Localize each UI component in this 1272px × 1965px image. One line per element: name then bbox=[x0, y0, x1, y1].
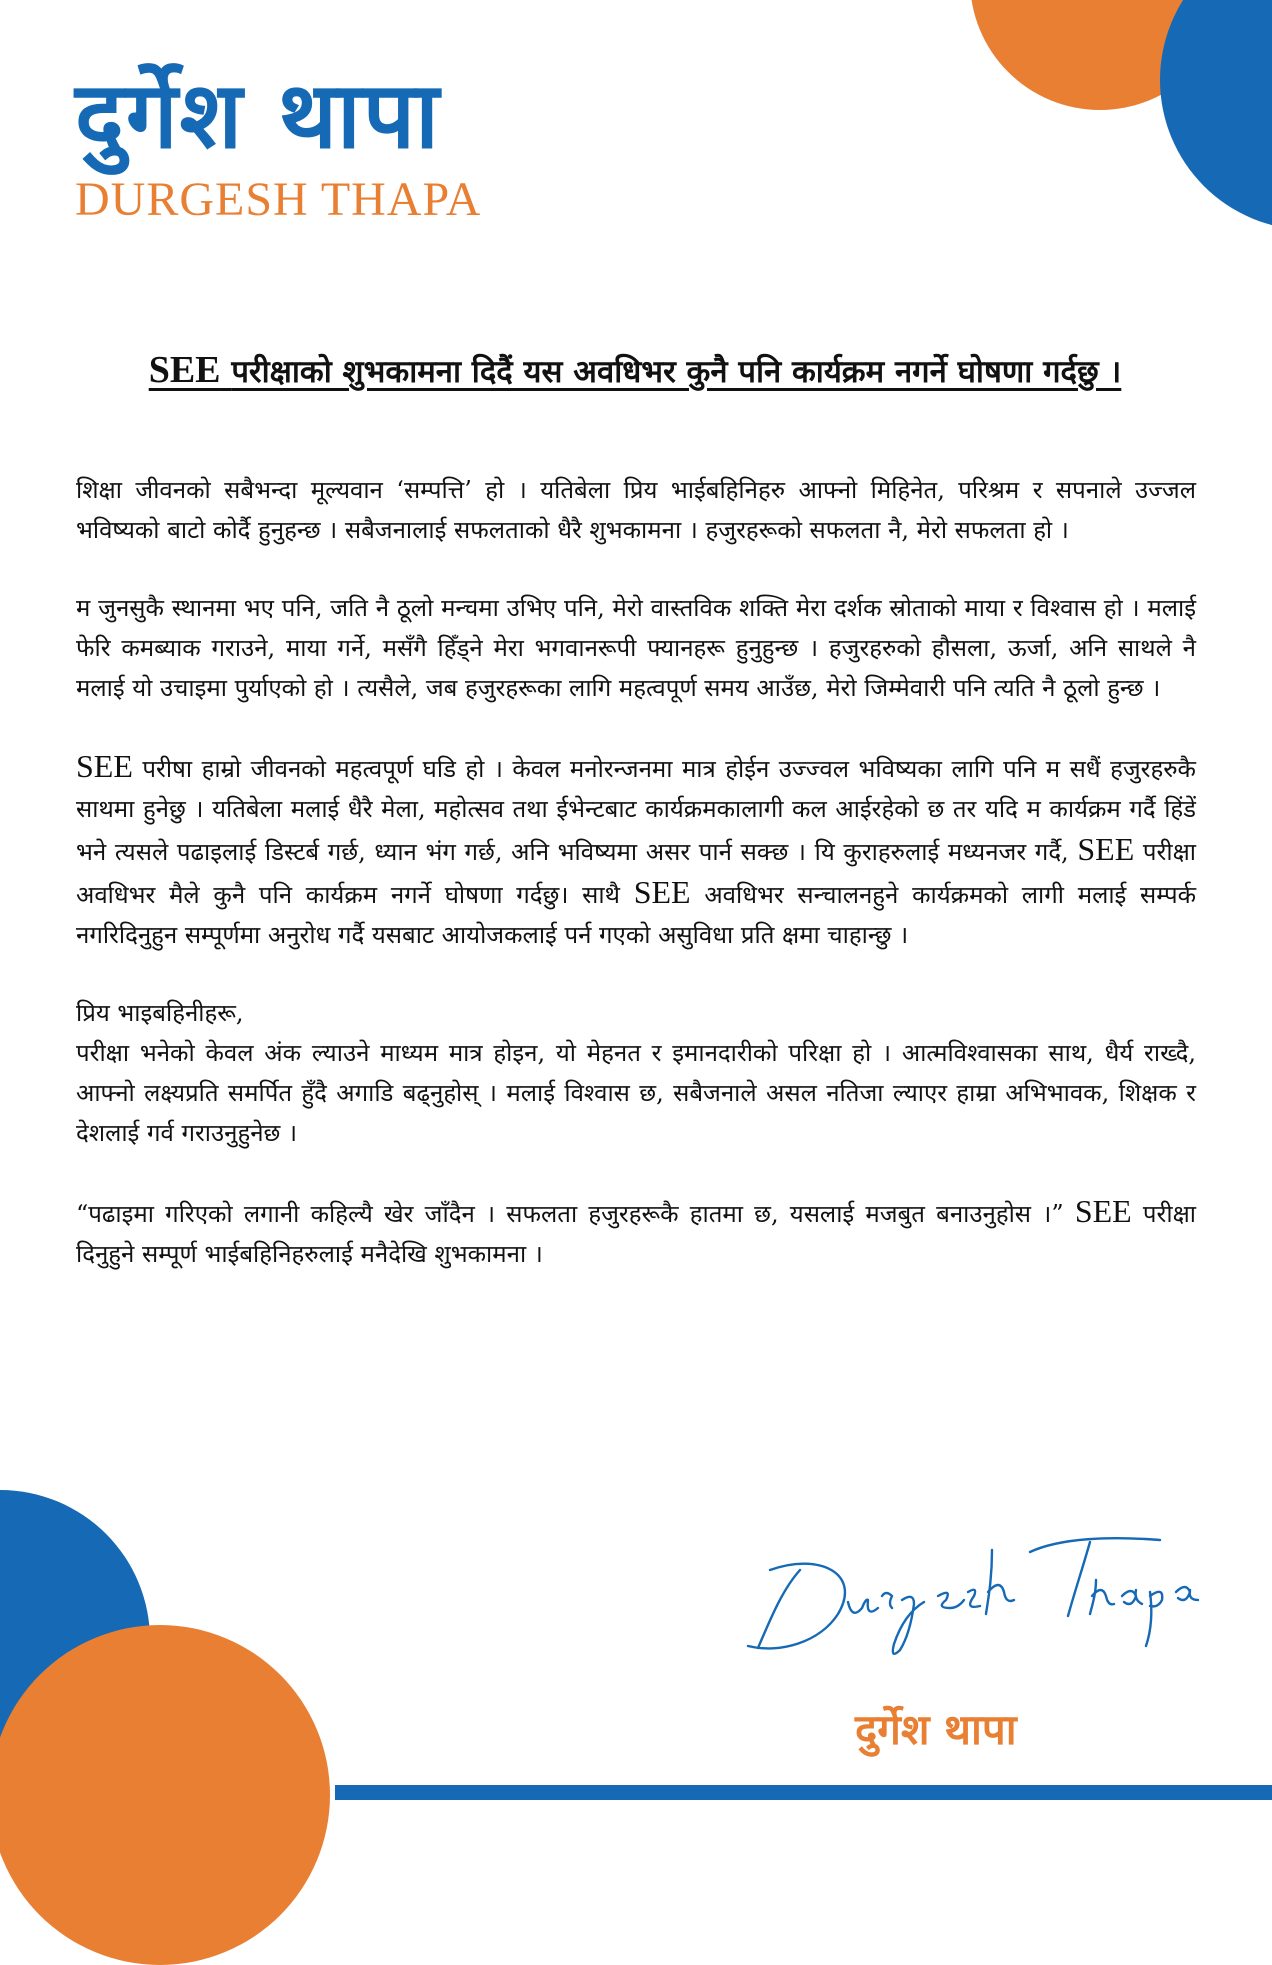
paragraph-1: शिक्षा जीवनको सबैभन्दा मूल्यवान ‘सम्पत्ति’ हो । यतिबेला प्रिय भाईबहिनिहरु आफ्नो मिहिनेत, परिश्रम र सपनाले उज्जल भविष्यको बाटो कोर्दै हुनुहन्छ । सबैजनालाई सफलताको धैरै शुभकामना । हजुरहरूको सफलता नै, मेरो सफलता हो । bbox=[76, 476, 1196, 544]
letter-body bbox=[76, 470, 1196, 1274]
see-word: SEE bbox=[76, 748, 133, 784]
brand-name-nepali: दुर्गेश थापा bbox=[75, 62, 441, 169]
paragraph-5 bbox=[76, 1191, 1196, 1274]
bottom-accent-bar bbox=[335, 1785, 1272, 1800]
paragraph-2: म जुनसुकै स्थानमा भए पनि, जति नै ठूलो मन्चमा उभिए पनि, मेरो वास्तविक शक्ति मेरा दर्शक स्रोताको माया र विश्वास हो । मलाई फेरि कमब्याक गराउने, माया गर्ने, मसँगै हिँड्ने मेरा भगवानरूपी फ्यानहरू हुनुहुन्छ । हजुरहरुको हौसला, ऊर्जा, अनि साथले नै मलाई यो उचाइमा पुर्याएको हो । त्यसैले, जब हजुरहरूका लागि महत्वपूर्ण समय आउँछ, मेरो जिम्मेवारी पनि त्यति नै ठूलो हुन्छ । bbox=[76, 594, 1196, 702]
closing-quote: “पढाइमा गरिएको लगानी कहिल्यै खेर जाँदैन । सफलता हजुरहरूकै हातमा छ, यसलाई मजबुत बनाउनुहोस ।” bbox=[76, 1200, 1064, 1228]
brand-name-english: DURGESH THAPA bbox=[75, 173, 482, 226]
paragraph-4 bbox=[76, 993, 1196, 1153]
title-text: परीक्षाको शुभकामना दिदैं यस अवधिभर कुनै पनि कार्यक्रम नगर्ने घोषणा गर्दछु । bbox=[231, 354, 1122, 390]
see-word: SEE bbox=[1074, 1193, 1132, 1229]
handwritten-signature bbox=[730, 1530, 1210, 1660]
decorative-circle-orange-bottom bbox=[0, 1625, 330, 1965]
decorative-circle-blue-top bbox=[1160, 0, 1272, 230]
brand-header bbox=[75, 62, 482, 226]
paragraph-3-part-3: अवधिभर सन्चालनहुने कार्यक्रमको लागी मलाई सम्पर्क नगरिदिनुहुन सम्पूर्णमा अनुरोध गर्दै यसबाट आयोजकलाई पर्न गएको असुविधा प्रति क्षमा चाहान्छु । bbox=[76, 881, 1197, 949]
page-title bbox=[60, 348, 1210, 392]
paragraph-3-part-2: परीक्षा अवधिभर मैले कुनै पनि कार्यक्रम नगर्ने घोषणा गर्दछु। साथै bbox=[76, 838, 1196, 909]
see-word: SEE bbox=[633, 874, 691, 910]
closing-wishes: परीक्षा दिनुहुने सम्पूर्ण भाईबहिनिहरुलाई मनैदेखि शुभकामना । bbox=[76, 1200, 1196, 1268]
paragraph-3 bbox=[76, 746, 1196, 955]
title-see: SEE bbox=[148, 349, 221, 391]
salutation: प्रिय भाइबहिनीहरू, bbox=[76, 999, 244, 1027]
paragraph-3-part-1: परीषा हाम्रो जीवनको महत्वपूर्ण घडि हो । केवल मनोरन्जनमा मात्र होईन उज्ज्वल भविष्यका लागि पनि म सधैं हजुरहरुकै साथमा हुनेछु । यतिबेला मलाई धैरै मेला, महोत्सव तथा ईभेन्टबाट कार्यक्रमकालागी कल आईरहेको छ तर यदि म कार्यक्रम गर्दै हिंडें भने त्यसले पढाइलाई डिस्टर्ब गर्छ, ध्यान भंग गर्छ, अनि भविष्यमा असर पार्न सक्छ । यि कुराहरुलाई मध्यनजर गर्दै, bbox=[76, 755, 1196, 866]
see-word: SEE bbox=[1077, 831, 1135, 867]
signature-name-nepali: दुर्गेश थापा bbox=[855, 1705, 1017, 1754]
paragraph-4-text: परीक्षा भनेको केवल अंक ल्याउने माध्यम मात्र होइन, यो मेहनत र इमानदारीको परिक्षा हो । आत्मविश्वासका साथ, धैर्य राख्दै, आफ्नो लक्ष्यप्रति समर्पित हुँदै अगाडि बढ्नुहोस् । मलाई विश्वास छ, सबैजनाले असल नतिजा ल्याएर हाम्रा अभिभावक, शिक्षक र देशलाई गर्व गराउनुहुनेछ । bbox=[76, 1039, 1196, 1147]
